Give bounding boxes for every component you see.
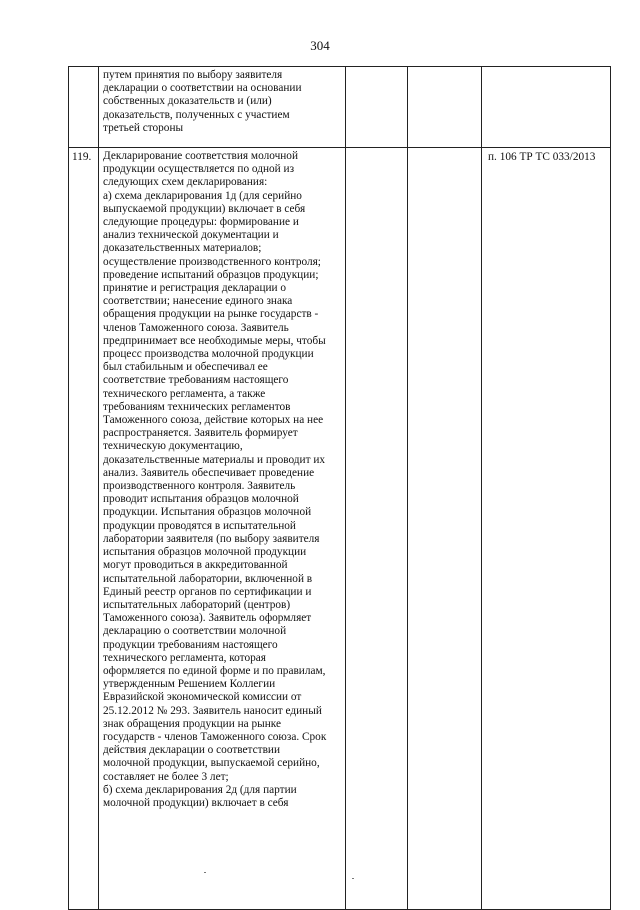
row-number: 119. [72, 151, 92, 163]
text-line: выпускаемой продукции) включает в себя [103, 202, 306, 215]
text-line: предпринимает все необходимые меры, чтобы [103, 334, 326, 347]
text-line: членов Таможенного союза. Заявитель [103, 321, 289, 334]
text-line: собственных доказательств и (или) [103, 95, 272, 108]
text-line: доказательственных материалов; [103, 242, 262, 255]
requirement-text-cell [99, 148, 346, 910]
reference-text: п. 106 ТР ТС 033/2013 [488, 151, 596, 163]
text-line: декларацию о соответствии молочной [103, 625, 287, 638]
row-number-cell [69, 67, 99, 148]
text-line: анализ. Заявитель обеспечивает проведение [103, 466, 315, 479]
text-line: 25.12.2012 № 293. Заявитель наносит единый [103, 704, 322, 717]
empty-cell-a [346, 148, 408, 910]
text-line: Евразийской экономической комиссии от [103, 691, 302, 704]
text-line: распространяется. Заявитель формирует [103, 427, 298, 440]
text-line: следующие процедуры: формирование и [103, 216, 299, 229]
reference-cell [482, 67, 611, 148]
text-line: продукции требованиям настоящего [103, 638, 278, 651]
text-line: процесс производства молочной продукции [103, 348, 314, 361]
text-line: испытательной лаборатории, включенной в [103, 572, 313, 585]
cell-b-value [408, 67, 481, 72]
text-line: путем принятия по выбору заявителя [103, 69, 283, 81]
text-line: был стабильным и обеспечивал ее [103, 361, 268, 374]
text-line: соответствие требованиям настоящего [103, 374, 289, 387]
table-row-119 [69, 148, 611, 910]
requirement-text [99, 148, 345, 813]
text-line: доказательственные материалы и проводит их [103, 453, 326, 466]
text-line: Единый реестр органов по сертификации и [103, 585, 312, 598]
text-line: осуществление производственного контроля; [103, 255, 321, 268]
text-line: б) схема декларирования 2д (для партии [103, 783, 297, 796]
text-line: действия декларации о соответствии [103, 744, 280, 757]
text-line: анализ технической документации и [103, 229, 279, 242]
text-line: могут проводиться в аккредитованной [103, 559, 288, 572]
text-line: третьей стороны [103, 121, 184, 134]
text-line: государств - членов Таможенного союза. Срок [103, 730, 327, 743]
text-line: составляет не более 3 лет; [103, 770, 229, 783]
text-line: молочной продукции) включает в себя [103, 796, 289, 809]
cell-a-value [346, 67, 407, 72]
cell-b-value [408, 148, 481, 153]
row-number [69, 67, 98, 70]
text-line: технического регламента, которая [103, 651, 266, 664]
text-line: лаборатории заявителя (по выбору заявителя [103, 532, 320, 545]
text-line: Таможенного союза). Заявитель оформляет [103, 612, 312, 625]
requirement-text [99, 67, 345, 138]
text-line: испытательных лабораторий (центров) [103, 598, 291, 611]
text-line: технического регламента, а также [103, 387, 266, 400]
empty-cell-b [408, 148, 482, 910]
text-line: техническую документацию, [103, 440, 243, 453]
empty-cell-b [408, 67, 482, 148]
text-line: обращения продукции на рынке государств - [103, 308, 319, 321]
text-line: а) схема декларирования 1д (для серийно [103, 189, 302, 202]
text-line: молочной продукции, выпускаемой серийно, [103, 757, 320, 770]
text-line: продукции. Испытания образцов молочной [103, 506, 312, 519]
cell-a-value [346, 148, 407, 153]
empty-cell-a [346, 67, 408, 148]
text-line: проведение испытаний образцов продукции; [103, 268, 319, 281]
text-line: Таможенного союза, действие которых на нее [103, 414, 324, 427]
text-line: проводит испытания образцов молочной [103, 493, 299, 506]
table-row-continuation [69, 67, 611, 148]
reference-cell [482, 148, 611, 910]
scan-speck [204, 872, 206, 873]
row-number-cell [69, 148, 99, 910]
text-line: утвержденным Решением Коллегии [103, 678, 276, 691]
text-line: испытания образцов молочной продукции [103, 546, 307, 559]
requirement-text-cell [99, 67, 346, 148]
scan-speck [352, 878, 354, 879]
text-line: требованиям технических регламентов [103, 400, 291, 413]
reference-text [482, 67, 610, 70]
text-line: оформляется по единой форме и по правилам, [103, 664, 326, 677]
text-line: продукции проводятся в испытательной [103, 519, 296, 532]
text-line: принятие и регистрация декларации о [103, 282, 287, 295]
text-line: Декларирование соответствия молочной [103, 150, 298, 162]
text-line: продукции осуществляется по одной из [103, 163, 295, 176]
requirements-table [68, 66, 611, 910]
page-number: 304 [310, 38, 330, 53]
text-line: следующих схем декларирования: [103, 176, 268, 189]
text-line: производственного контроля. Заявитель [103, 480, 296, 493]
text-line: доказательств, полученных с участием [103, 108, 290, 121]
text-line: соответствии; нанесение единого знака [103, 295, 293, 308]
text-line: декларации о соответствии на основании [103, 82, 302, 95]
text-line: знак обращения продукции на рынке [103, 717, 281, 730]
